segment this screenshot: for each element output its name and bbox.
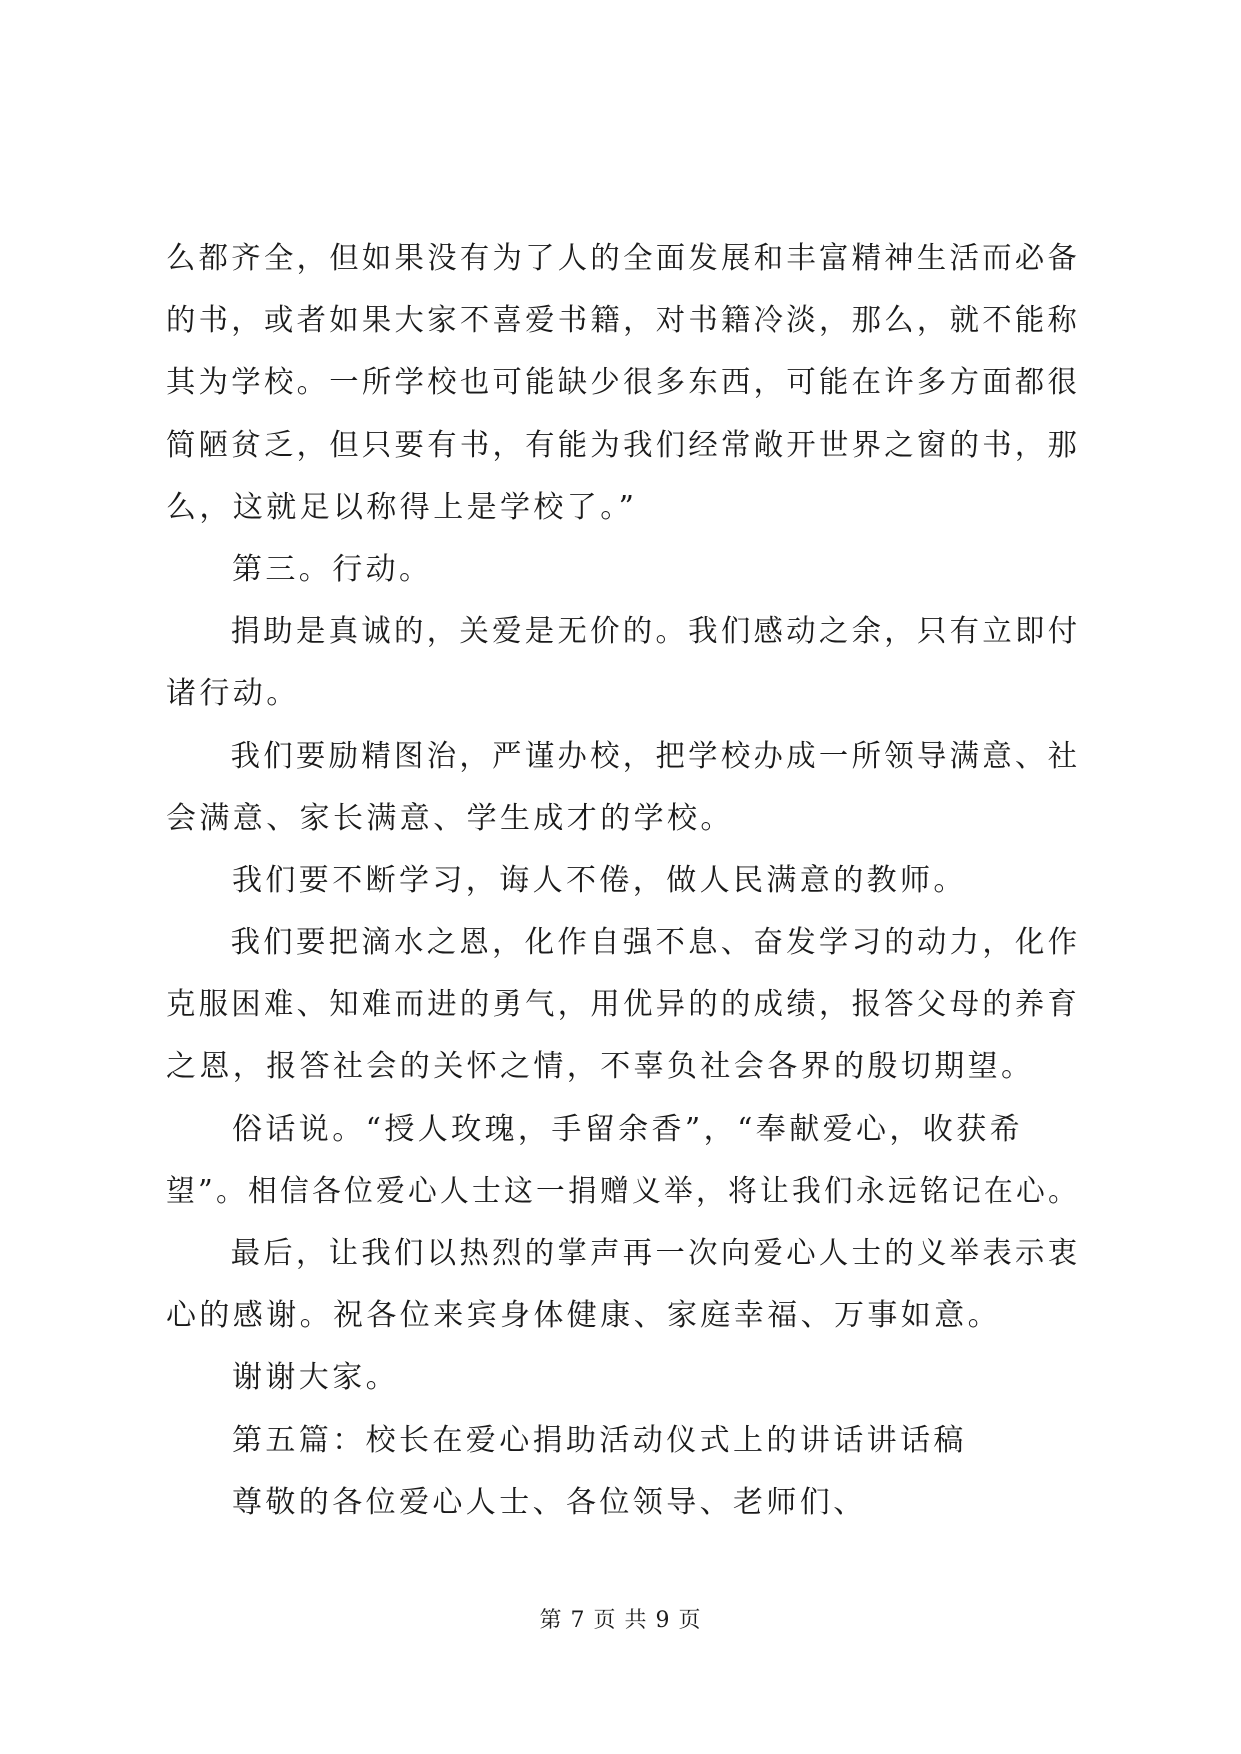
- body-line-17: 最后，让我们以热烈的掌声再一次向爱心人士的义举表示衷: [230, 1236, 1081, 1271]
- body-line-2: 的书，或者如果大家不喜爱书籍，对书籍冷淡，那么，就不能称: [166, 303, 1081, 339]
- body-line-15: 俗话说。“授人玫瑰，手留余香”，“奉献爱心，收获希: [232, 1111, 1024, 1147]
- body-line-4: 简陋贫乏，但只要有书，有能为我们经常敞开世界之窗的书，那: [166, 427, 1081, 463]
- body-line-19: 谢谢大家。: [232, 1360, 399, 1396]
- body-line-18: 心的感谢。祝各位来宾身体健康、家庭幸福、万事如意。: [166, 1298, 1001, 1334]
- page-footer: [0, 1606, 1241, 1636]
- body-line-14: 之恩，报答社会的关怀之情，不辜负社会各界的殷切期望。: [166, 1049, 1035, 1085]
- body-line-16: 望”。相信各位爱心人士这一捐赠义举，将让我们永远铭记在心。: [166, 1173, 1080, 1209]
- body-line-9: 我们要励精图治，严谨办校，把学校办成一所领导满意、社: [230, 738, 1081, 774]
- body-line-10: 会满意、家长满意、学生成才的学校。: [166, 800, 734, 836]
- document-body: [166, 228, 1080, 1534]
- body-line-8: 诸行动。: [166, 676, 300, 712]
- body-line-13: 克服困难、知难而进的勇气，用优异的的成绩，报答父母的养育: [166, 987, 1081, 1023]
- section-heading-third: 第三。行动。: [232, 551, 433, 587]
- body-line-7: 捐助是真诚的，关爱是无价的。我们感动之余，只有立即付: [230, 614, 1081, 650]
- body-line-5: 么，这就足以称得上是学校了。”: [166, 489, 638, 525]
- body-line-1: 么都齐全，但如果没有为了人的全面发展和丰富精神生活而必备: [166, 241, 1081, 276]
- page-number-label: 第 7 页 共 9 页: [539, 1608, 702, 1633]
- body-line-11: 我们要不断学习，诲人不倦，做人民满意的教师。: [232, 862, 967, 898]
- body-line-3: 其为学校。一所学校也可能缺少很多东西，可能在许多方面都很: [166, 365, 1081, 401]
- body-line-21: 尊敬的各位爱心人士、各位领导、老师们、: [232, 1484, 867, 1520]
- section-heading-fifth: 第五篇：校长在爱心捐助活动仪式上的讲话讲话稿: [232, 1422, 967, 1458]
- body-line-12: 我们要把滴水之恩，化作自强不息、奋发学习的动力，化作: [230, 925, 1081, 961]
